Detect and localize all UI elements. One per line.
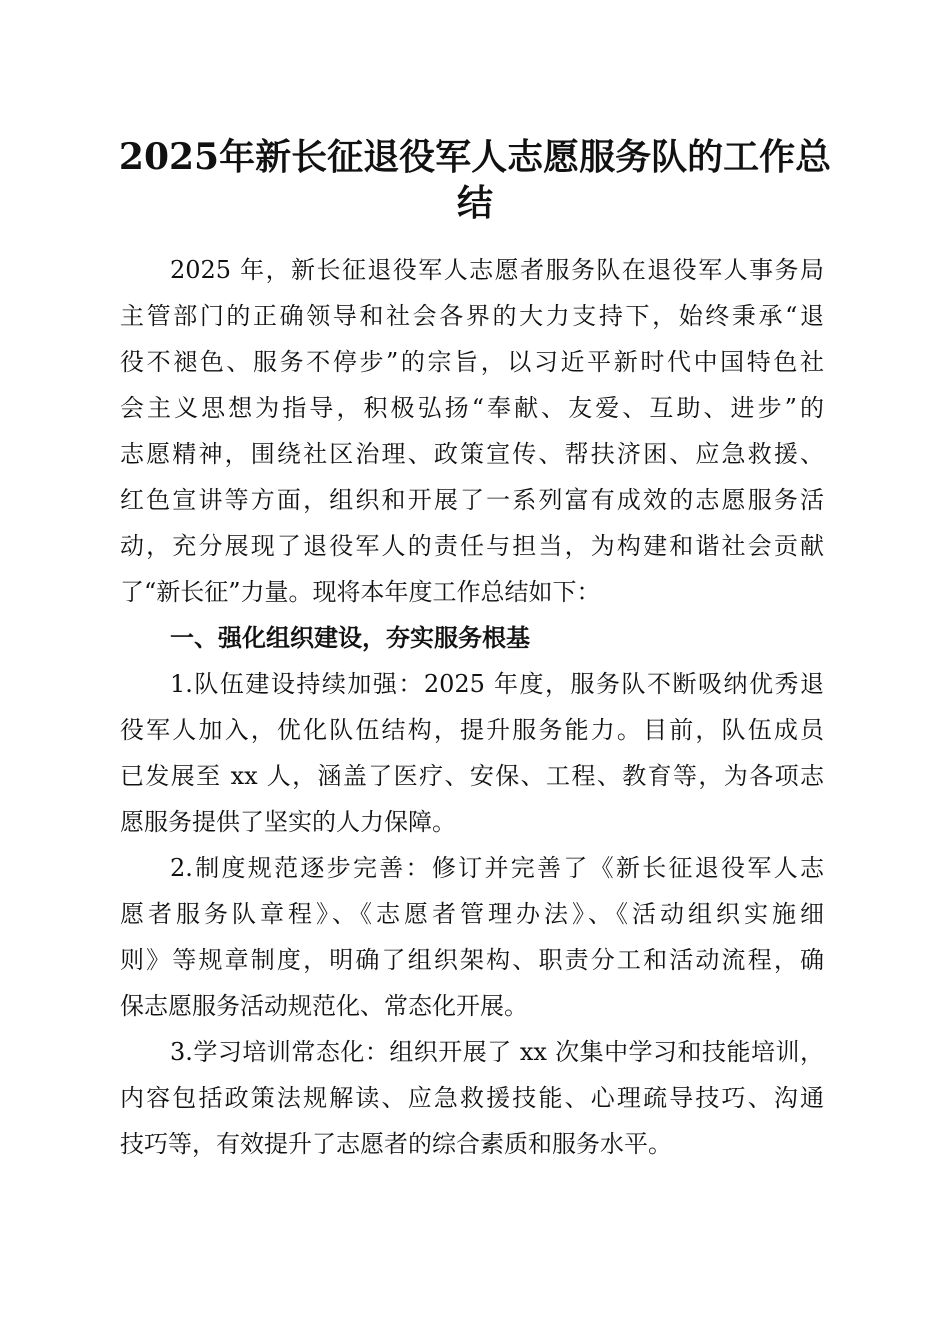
item-paragraph-1 (120, 661, 824, 845)
text-line: 役不褪色、服务不停步”的宗旨，以习近平新时代中国特色社 (120, 348, 824, 376)
text-line: 则》等规章制度，明确了组织架构、职责分工和活动流程，确 (120, 946, 824, 974)
text-line: 红色宣讲等方面，组织和开展了一系列富有成效的志愿服务活 (120, 486, 824, 514)
title-line: 2025年新长征退役军人志愿服务队的工作总 (118, 136, 832, 178)
text-line: 愿服务提供了坚实的人力保障。 (120, 808, 456, 836)
text-line: 愿者服务队章程》、《志愿者管理办法》、《活动组织实施细 (120, 900, 824, 928)
text-line: 2.制度规范逐步完善：修订并完善了《新长征退役军人志 (170, 854, 824, 882)
text-line: 主管部门的正确领导和社会各界的大力支持下，始终秉承“退 (120, 302, 824, 330)
item-paragraph-3 (120, 1029, 824, 1167)
text-line: 了“新长征”力量。现将本年度工作总结如下： (120, 578, 601, 606)
text-line: 已发展至 xx 人，涵盖了医疗、安保、工程、教育等，为各项志 (120, 762, 824, 790)
text-line: 1.队伍建设持续加强：2025 年度，服务队不断吸纳优秀退 (170, 670, 824, 698)
text-line: 3.学习培训常态化：组织开展了 xx 次集中学习和技能培训， (170, 1038, 824, 1066)
document-title (100, 134, 850, 226)
text-line: 2025 年，新长征退役军人志愿者服务队在退役军人事务局 (170, 256, 824, 284)
text-line: 动，充分展现了退役军人的责任与担当，为构建和谐社会贡献 (120, 532, 824, 560)
text-line: 会主义思想为指导，积极弘扬“奉献、友爱、互助、进步”的 (120, 394, 824, 422)
intro-paragraph (120, 247, 824, 615)
text-line: 役军人加入，优化队伍结构，提升服务能力。目前，队伍成员 (120, 716, 824, 744)
document-body (120, 247, 824, 1167)
text-line: 内容包括政策法规解读、应急救援技能、心理疏导技巧、沟通 (120, 1084, 824, 1112)
text-line: 志愿精神，围绕社区治理、政策宣传、帮扶济困、应急救援、 (120, 440, 824, 468)
item-paragraph-2 (120, 845, 824, 1029)
title-line: 结 (456, 182, 493, 224)
section-heading: 一、强化组织建设，夯实服务根基 (170, 623, 530, 652)
text-line: 技巧等，有效提升了志愿者的综合素质和服务水平。 (120, 1130, 672, 1158)
text-line: 保志愿服务活动规范化、常态化开展。 (120, 992, 528, 1020)
